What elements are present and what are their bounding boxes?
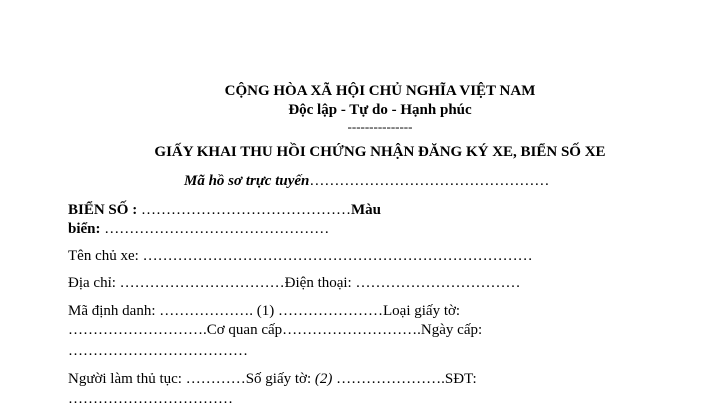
issuer-row — [68, 321, 482, 339]
issuer-label: Cơ quan cấp — [206, 322, 283, 338]
color-dots: ……………………………………… — [100, 221, 330, 237]
issue-date-label: Ngày cấp: — [420, 322, 483, 338]
plate-row — [68, 201, 381, 219]
id-row — [68, 302, 460, 320]
owner-dots: …………………………………………………………………… — [138, 248, 533, 264]
owner-label: Tên chủ xe: — [68, 248, 139, 264]
document-title: GIẤY KHAI THU HỒI CHỨNG NHẬN ĐĂNG KÝ XE, BIỂN SỐ XE — [154, 144, 606, 160]
owner-row — [68, 247, 533, 265]
phone-dots: …………………………… — [351, 275, 521, 291]
address-dots: …………………………… — [115, 275, 285, 291]
phone-label: Điện thoại: — [284, 275, 352, 291]
online-code-dots: ………………………………………… — [309, 173, 550, 189]
plate-dots: …………………………………… — [137, 202, 351, 218]
motto: Độc lập - Tự do - Hạnh phúc — [288, 102, 472, 118]
id-label: Mã định danh: — [68, 303, 156, 319]
applicant-row — [68, 370, 477, 388]
doc-no-label: Số giấy tờ: — [245, 371, 312, 387]
applicant-dots: ………… — [181, 371, 246, 387]
online-code-label: Mã hồ sơ trực tuyến — [184, 173, 310, 189]
sdt-dots: …………………………… — [68, 391, 233, 407]
issue-date-row — [68, 342, 248, 360]
doc-type-label: Loại giấy tờ: — [383, 303, 461, 319]
sdt-row — [68, 390, 233, 408]
plate-label: BIỂN SỐ : — [68, 202, 138, 218]
color-label-2: biển: — [68, 221, 101, 237]
color-row — [68, 220, 329, 238]
id-dots: ………………. (1) ………………… — [155, 303, 383, 319]
online-code-row — [184, 172, 549, 190]
issue-date-dots: ……………………………… — [68, 343, 248, 359]
doc-no-note: (2) — [311, 371, 333, 387]
doc-type-dots: ………………………. — [68, 322, 207, 338]
country-header: CỘNG HÒA XÃ HỘI CHỦ NGHĨA VIỆT NAM — [224, 83, 536, 99]
address-row — [68, 274, 520, 292]
sdt-label: SĐT: — [444, 371, 477, 387]
applicant-label: Người làm thủ tục: — [68, 371, 182, 387]
doc-no-dots: …………………. — [332, 371, 445, 387]
issuer-dots: ………………………. — [282, 322, 421, 338]
color-label: Màu — [350, 202, 381, 218]
separator-line: --------------- — [347, 119, 413, 134]
address-label: Địa chỉ: — [68, 275, 116, 291]
